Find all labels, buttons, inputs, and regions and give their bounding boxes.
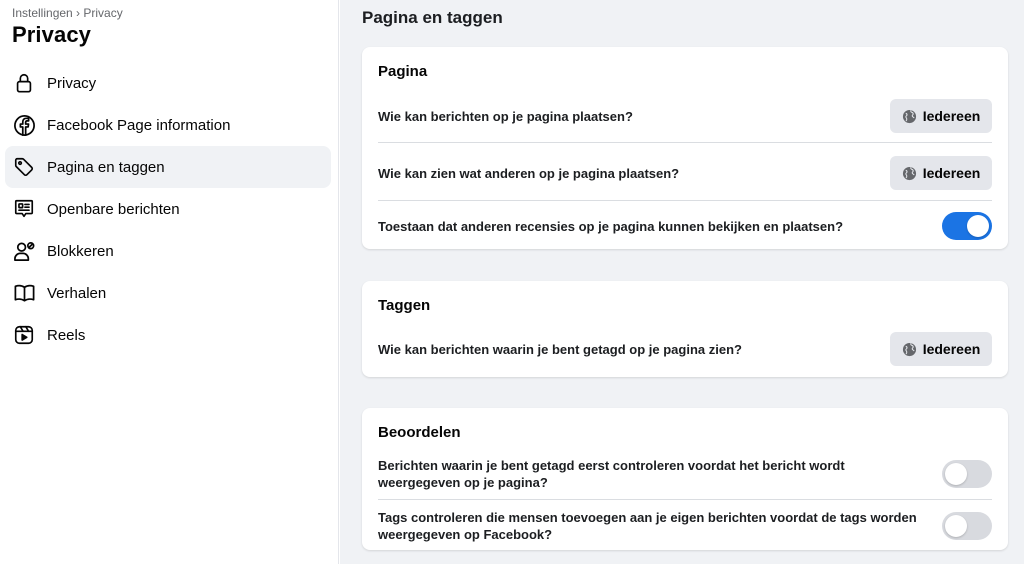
- setting-row: [378, 156, 992, 190]
- sidebar-item-label: Blokkeren: [47, 242, 114, 260]
- divider: [378, 499, 992, 500]
- audience-selector-button[interactable]: [890, 99, 992, 133]
- setting-row: [378, 332, 992, 366]
- globe-icon: [902, 166, 917, 181]
- sidebar-item-label: Reels: [47, 326, 86, 344]
- setting-row: [378, 508, 992, 544]
- section-title: Taggen: [378, 297, 431, 314]
- toggle-knob: [945, 463, 967, 485]
- setting-row: [378, 212, 992, 240]
- audience-value: Iedereen: [922, 165, 981, 181]
- setting-label: Tags controleren die mensen toevoegen aan je eigen berichten voordat de tags worden weergegeven op Facebook?: [378, 510, 917, 542]
- setting-row: [378, 99, 992, 133]
- review-tags-toggle[interactable]: [942, 512, 992, 540]
- setting-label: Berichten waarin je bent getagd eerst controleren voordat het bericht wordt weergegeven op je pagina?: [378, 458, 845, 490]
- sidebar-item-privacy[interactable]: [5, 62, 331, 104]
- divider: [378, 142, 992, 143]
- section-title: Beoordelen: [378, 424, 461, 441]
- sidebar-title: Privacy: [12, 22, 91, 47]
- sidebar-item-label: Pagina en taggen: [47, 158, 165, 176]
- reels-icon: [12, 323, 36, 347]
- sidebar-item-blokkeren[interactable]: [5, 230, 331, 272]
- toggle-knob: [945, 515, 967, 537]
- breadcrumb[interactable]: Instellingen › Privacy: [12, 6, 123, 20]
- facebook-icon: [12, 113, 36, 137]
- section-title: Pagina: [378, 63, 428, 80]
- lock-icon: [12, 71, 36, 95]
- setting-label: Wie kan zien wat anderen op je pagina plaatsen?: [378, 165, 680, 181]
- block-user-icon: [12, 239, 36, 263]
- sidebar-item-facebook-page-information[interactable]: [5, 104, 331, 146]
- pagina-section-card: [362, 47, 1008, 249]
- audience-selector-button[interactable]: [890, 332, 992, 366]
- setting-label: Toestaan dat anderen recensies op je pagina kunnen bekijken en plaatsen?: [378, 218, 844, 234]
- sidebar-item-pagina-en-taggen[interactable]: [5, 146, 331, 188]
- globe-icon: [902, 342, 917, 357]
- toggle-knob: [967, 215, 989, 237]
- main-content: [340, 0, 1024, 564]
- review-tagged-posts-toggle[interactable]: [942, 460, 992, 488]
- setting-row: [378, 456, 992, 492]
- page-title: Pagina en taggen: [362, 8, 503, 27]
- sidebar-item-label: Privacy: [47, 74, 97, 92]
- setting-label: Wie kan berichten waarin je bent getagd op je pagina zien?: [378, 341, 742, 357]
- sidebar-nav: [5, 62, 331, 356]
- settings-sidebar: [0, 0, 339, 564]
- sidebar-item-label: Facebook Page information: [47, 116, 231, 134]
- tag-icon: [12, 155, 36, 179]
- audience-value: Iedereen: [922, 341, 981, 357]
- sidebar-item-reels[interactable]: [5, 314, 331, 356]
- sidebar-item-label: Verhalen: [47, 284, 107, 302]
- beoordelen-section-card: [362, 408, 1008, 550]
- sidebar-item-verhalen[interactable]: [5, 272, 331, 314]
- sidebar-item-label: Openbare berichten: [47, 200, 180, 218]
- taggen-section-card: [362, 281, 1008, 377]
- audience-selector-button[interactable]: [890, 156, 992, 190]
- public-posts-icon: [12, 197, 36, 221]
- book-icon: [12, 281, 36, 305]
- reviews-toggle[interactable]: [942, 212, 992, 240]
- setting-label: Wie kan berichten op je pagina plaatsen?: [378, 108, 633, 124]
- globe-icon: [902, 109, 917, 124]
- audience-value: Iedereen: [922, 108, 981, 124]
- sidebar-item-openbare-berichten[interactable]: [5, 188, 331, 230]
- divider: [378, 200, 992, 201]
